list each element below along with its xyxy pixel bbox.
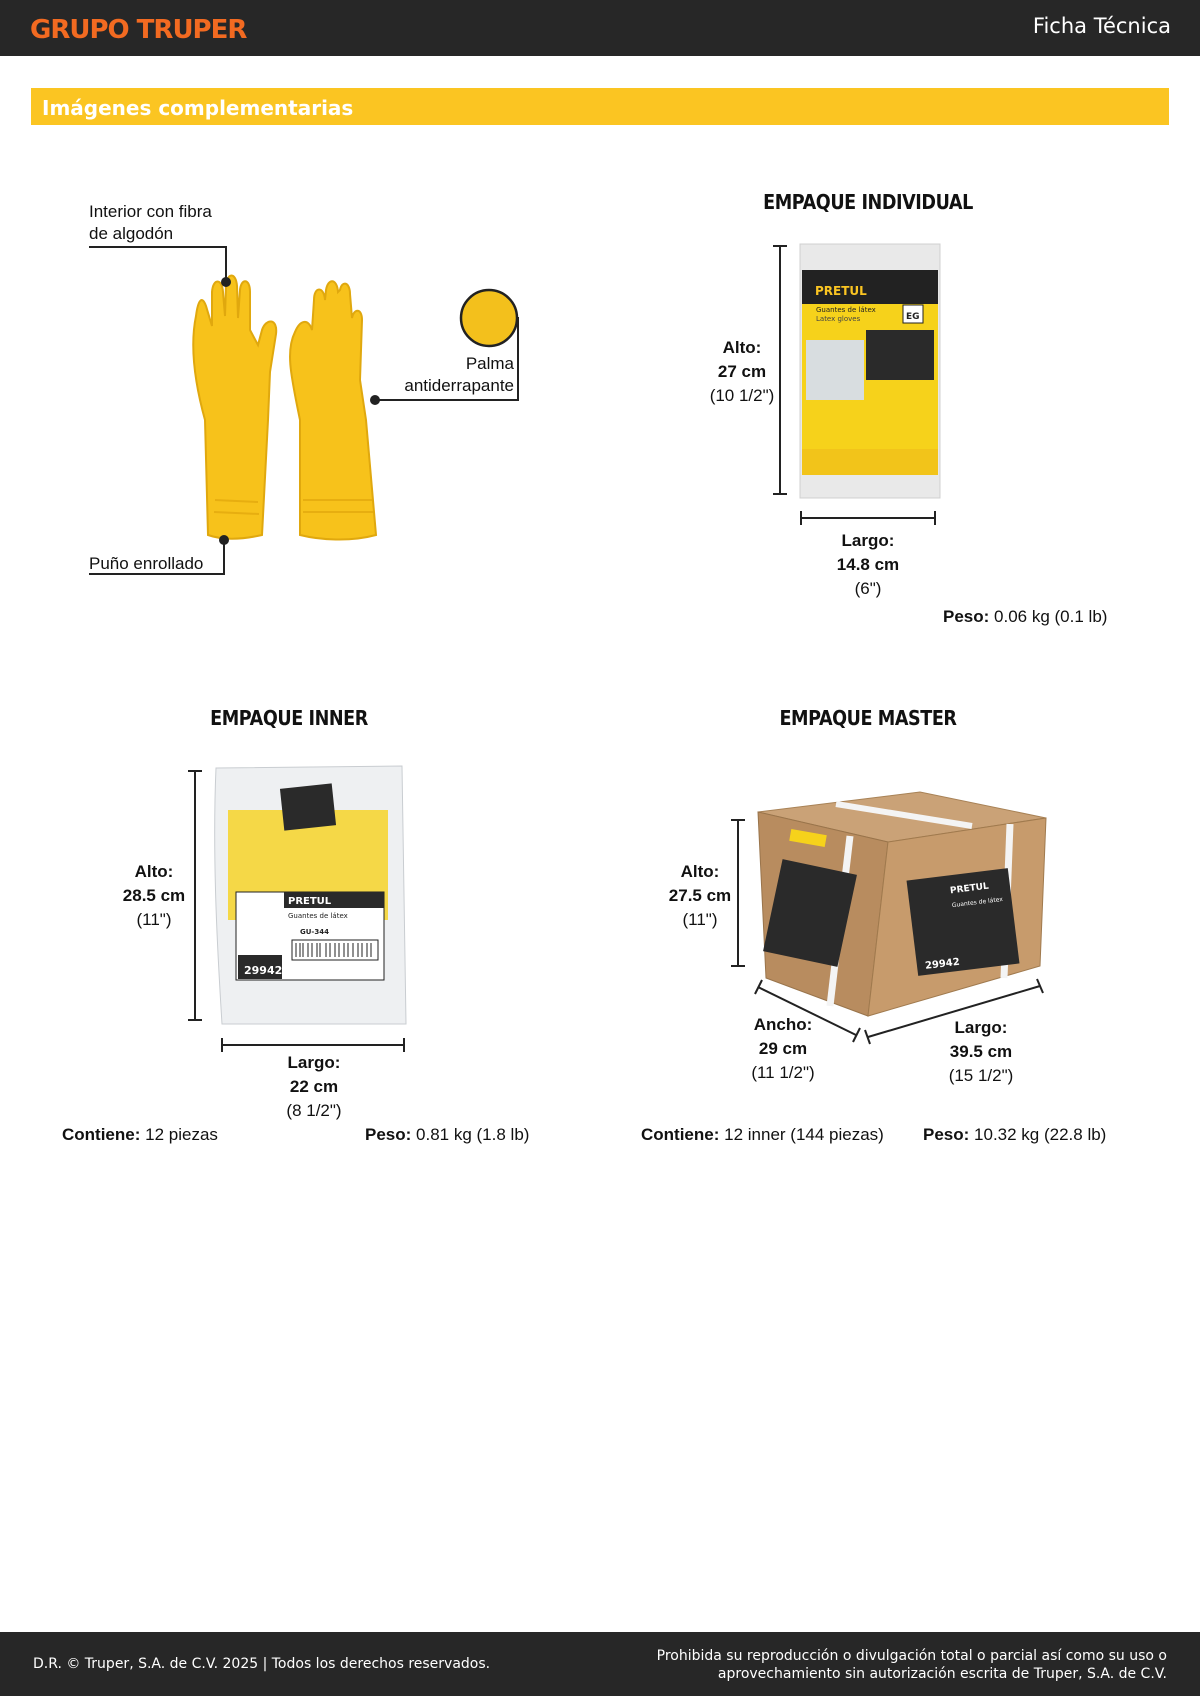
inner-alto-label: Alto: bbox=[134, 862, 174, 881]
inner-package-product: Guantes de látex bbox=[288, 912, 348, 920]
panel-title-master: EMPAQUE MASTER bbox=[779, 706, 957, 730]
master-alto-cm: 27.5 cm bbox=[668, 886, 732, 905]
master-peso-label: Peso: bbox=[923, 1125, 970, 1144]
footer-notice-line1: Prohibida su reproducción o divulgación total o parcial así como su uso o bbox=[656, 1648, 1167, 1664]
inner-largo-in: (8 1/2") bbox=[286, 1101, 342, 1120]
footer-notice bbox=[657, 1647, 1167, 1683]
inner-largo-label: Largo: bbox=[287, 1053, 341, 1072]
master-height-dimension bbox=[660, 860, 740, 932]
callout-interior-line1: Interior con fibra bbox=[89, 202, 212, 221]
master-ancho-in: (11 1/2") bbox=[751, 1063, 815, 1082]
individual-largo-label: Largo: bbox=[841, 531, 895, 550]
inner-alto-cm: 28.5 cm bbox=[122, 886, 186, 905]
individual-alto-label: Alto: bbox=[722, 338, 762, 357]
master-width-dimension bbox=[738, 1013, 828, 1085]
individual-largo-in: (6") bbox=[854, 579, 882, 598]
individual-peso-label: Peso: bbox=[943, 607, 990, 626]
individual-alto-in: (10 1/2") bbox=[709, 386, 775, 405]
panel-title-individual: EMPAQUE INDIVIDUAL bbox=[763, 190, 973, 214]
master-box-image bbox=[758, 792, 1046, 1016]
callout-palm-line2: antiderrapante bbox=[404, 376, 514, 395]
master-largo-in: (15 1/2") bbox=[948, 1066, 1014, 1085]
inner-package-brand: PRETUL bbox=[288, 896, 332, 907]
master-ancho-cm: 29 cm bbox=[758, 1039, 808, 1058]
master-alto-label: Alto: bbox=[680, 862, 720, 881]
inner-peso-value: 0.81 kg (1.8 lb) bbox=[416, 1125, 530, 1144]
footer bbox=[0, 1632, 1200, 1696]
master-contiene-value: 12 inner (144 piezas) bbox=[724, 1125, 884, 1144]
master-weight bbox=[923, 1125, 1106, 1145]
master-largo-label: Largo: bbox=[954, 1018, 1008, 1037]
master-alto-in: (11") bbox=[682, 910, 718, 929]
footer-copyright: D.R. © Truper, S.A. de C.V. 2025 | Todos los derechos reservados. bbox=[33, 1656, 491, 1672]
brand-logo: GRUPO TRUPER bbox=[30, 15, 247, 45]
master-box-brand: PRETUL bbox=[949, 881, 990, 897]
individual-peso-value: 0.06 kg (0.1 lb) bbox=[994, 607, 1108, 626]
footer-notice-line2: aprovechamiento sin autorización escrita de Truper, S.A. de C.V. bbox=[717, 1666, 1167, 1682]
inner-package-code: GU-344 bbox=[300, 928, 329, 936]
inner-contiene-value: 12 piezas bbox=[145, 1125, 218, 1144]
master-ancho-label: Ancho: bbox=[753, 1015, 813, 1034]
document-type: Ficha Técnica bbox=[1032, 14, 1171, 38]
individual-package-product-en: Latex gloves bbox=[816, 315, 861, 323]
master-largo-cm: 39.5 cm bbox=[949, 1042, 1013, 1061]
master-contiene-label: Contiene: bbox=[641, 1125, 720, 1144]
inner-largo-cm: 22 cm bbox=[289, 1077, 339, 1096]
inner-peso-label: Peso: bbox=[365, 1125, 412, 1144]
master-contents bbox=[641, 1125, 884, 1145]
individual-package-product: Guantes de látex bbox=[816, 306, 876, 314]
callout-cuff: Puño enrollado bbox=[89, 554, 204, 573]
inner-alto-in: (11") bbox=[136, 910, 172, 929]
section-title: Imágenes complementarias bbox=[42, 96, 354, 120]
master-peso-value: 10.32 kg (22.8 lb) bbox=[974, 1125, 1107, 1144]
individual-size-badge: EG bbox=[906, 312, 920, 322]
callout-palm-line1: Palma bbox=[465, 354, 514, 373]
callout-interior-line2: de algodón bbox=[89, 224, 174, 243]
inner-package-sku: 29942 bbox=[244, 964, 283, 977]
master-length-dimension bbox=[931, 1016, 1031, 1088]
master-box-product: Guantes de látex bbox=[951, 896, 1004, 910]
individual-package-brand: PRETUL bbox=[815, 284, 867, 298]
individual-largo-cm: 14.8 cm bbox=[836, 555, 900, 574]
individual-alto-cm: 27 cm bbox=[717, 362, 767, 381]
master-box-sku: 29942 bbox=[924, 956, 961, 972]
panel-title-inner: EMPAQUE INNER bbox=[210, 706, 368, 730]
inner-contiene-label: Contiene: bbox=[62, 1125, 141, 1144]
